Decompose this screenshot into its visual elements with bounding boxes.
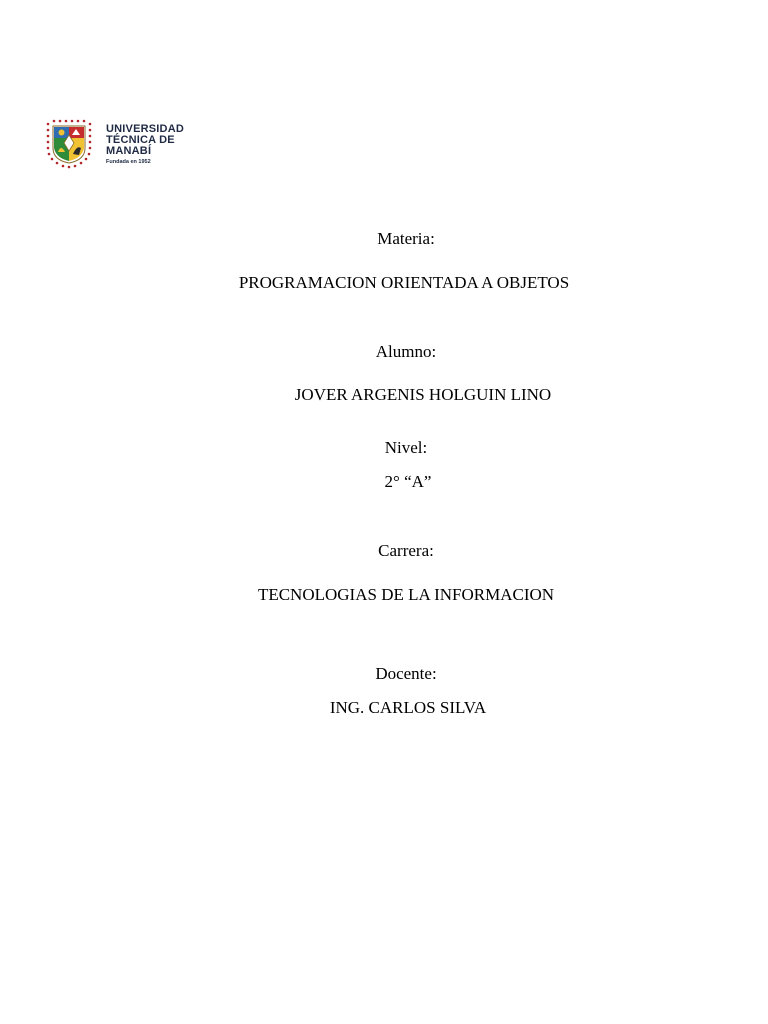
docente-value: ING. CARLOS SILVA <box>329 698 487 717</box>
materia-label: Materia: <box>377 229 435 248</box>
university-logo <box>44 118 184 170</box>
university-name-line-3: MANABÍ <box>106 145 152 157</box>
alumno-label: Alumno: <box>375 342 437 361</box>
university-name-line-2: TÉCNICA DE <box>106 134 175 146</box>
docente-label: Docente: <box>375 664 437 683</box>
carrera-label: Carrera: <box>378 541 434 560</box>
nivel-label: Nivel: <box>384 438 428 457</box>
university-founded: Fundada en 1952 <box>106 159 151 165</box>
materia-value: PROGRAMACION ORIENTADA A OBJETOS <box>238 273 570 292</box>
nivel-value: 2° “A” <box>384 472 432 491</box>
university-name <box>106 124 184 166</box>
university-crest-icon <box>44 118 98 170</box>
carrera-value: TECNOLOGIAS DE LA INFORMACION <box>257 585 555 604</box>
university-name-line-1: UNIVERSIDAD <box>106 123 184 135</box>
alumno-value: JOVER ARGENIS HOLGUIN LINO <box>294 385 552 404</box>
